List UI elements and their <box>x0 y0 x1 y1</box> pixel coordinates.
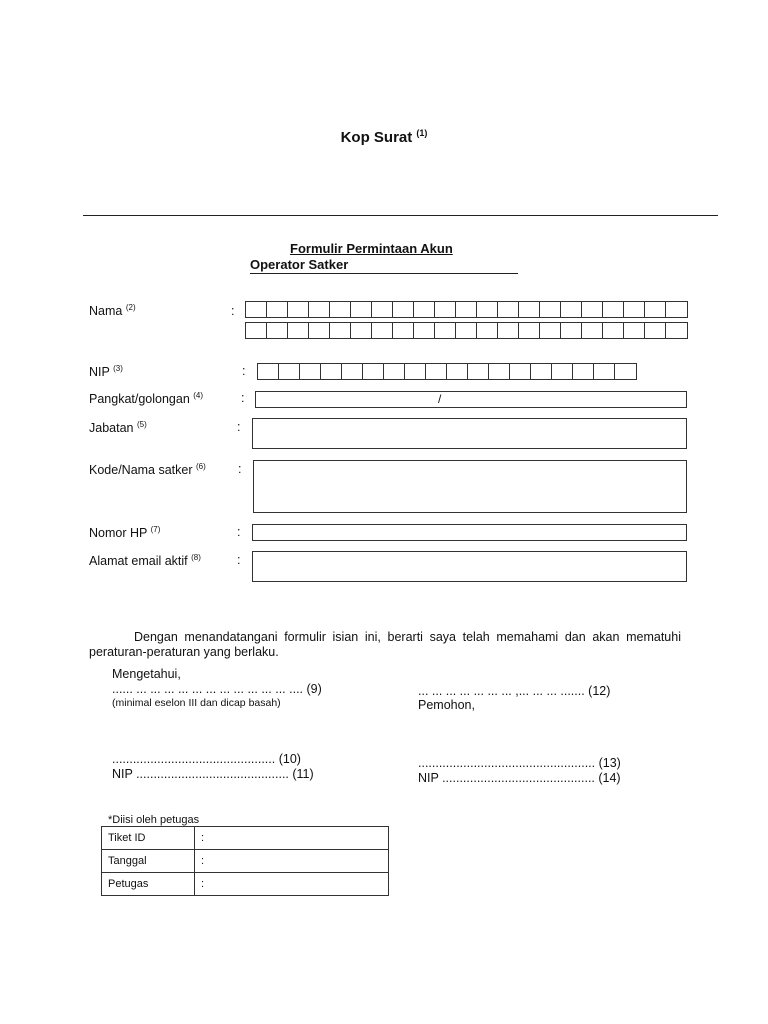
nama-label: Nama $^{(2)}$ <box>89 303 136 319</box>
char-box[interactable] <box>288 302 309 317</box>
jabatan-label: Jabatan $^{(5)}$ <box>89 420 147 436</box>
mengetahui-line: ...... ... ... ... ... ... ... ... ... ... ... ... .... (9) <box>112 682 322 696</box>
char-box[interactable] <box>624 302 645 317</box>
kop-surat-ref: (1) <box>416 128 428 138</box>
char-box[interactable] <box>498 323 519 338</box>
char-box[interactable] <box>330 323 351 338</box>
char-box[interactable] <box>456 323 477 338</box>
statement-paragraph: Dengan menandatangani formulir isian ini, berarti saya telah memahami dan akan mematuhi peraturan-peraturan yang berlaku. <box>89 630 681 659</box>
pangkat-separator: / <box>438 392 442 406</box>
char-box[interactable] <box>246 302 267 317</box>
pemohon-date-line: ... ... ... ... ... ... ... ,... ... ... ....... (12) <box>418 684 611 698</box>
char-box[interactable] <box>594 364 615 379</box>
char-box[interactable] <box>624 323 645 338</box>
char-box[interactable] <box>603 323 624 338</box>
officer-note: *Diisi oleh petugas <box>108 814 200 826</box>
nip-label: NIP $^{(3)}$ <box>89 364 123 380</box>
char-box[interactable] <box>489 364 510 379</box>
char-box[interactable] <box>561 323 582 338</box>
char-box[interactable] <box>363 364 384 379</box>
officer-table <box>101 826 389 896</box>
char-box[interactable] <box>267 323 288 338</box>
hp-colon: : <box>237 525 241 539</box>
char-box[interactable] <box>372 302 393 317</box>
char-box[interactable] <box>666 302 687 317</box>
char-box[interactable] <box>666 323 687 338</box>
char-box[interactable] <box>615 364 636 379</box>
char-box[interactable] <box>321 364 342 379</box>
mengetahui-note: (minimal eselon III dan dicap basah) <box>112 697 281 709</box>
char-box[interactable] <box>426 364 447 379</box>
char-box[interactable] <box>573 364 594 379</box>
char-box[interactable] <box>330 302 351 317</box>
pangkat-input[interactable] <box>255 391 687 408</box>
char-box[interactable] <box>519 302 540 317</box>
nip-colon: : <box>242 364 246 378</box>
pemohon-heading: Pemohon, <box>418 698 475 712</box>
petugas-label: Petugas <box>102 873 195 896</box>
char-box[interactable] <box>267 302 288 317</box>
email-colon: : <box>237 553 241 567</box>
table-row <box>102 827 389 850</box>
char-box[interactable] <box>279 364 300 379</box>
mengetahui-heading: Mengetahui, <box>112 667 181 681</box>
char-box[interactable] <box>309 302 330 317</box>
char-box[interactable] <box>300 364 321 379</box>
tanggal-label: Tanggal <box>102 850 195 873</box>
mengetahui-name-line: ............................................... (10) <box>112 752 301 766</box>
char-box[interactable] <box>414 302 435 317</box>
char-box[interactable] <box>309 323 330 338</box>
table-row <box>102 873 389 896</box>
table-row <box>102 850 389 873</box>
char-box[interactable] <box>498 302 519 317</box>
tanggal-value[interactable]: : <box>195 850 389 873</box>
hp-input[interactable] <box>252 524 687 541</box>
char-box[interactable] <box>384 364 405 379</box>
char-box[interactable] <box>510 364 531 379</box>
kop-surat-heading <box>0 128 768 146</box>
pemohon-nip-line: NIP ............................................ (14) <box>418 771 621 785</box>
char-box[interactable] <box>351 323 372 338</box>
satker-input[interactable] <box>253 460 687 513</box>
char-box[interactable] <box>477 323 498 338</box>
char-box[interactable] <box>540 302 561 317</box>
char-box[interactable] <box>552 364 573 379</box>
char-box[interactable] <box>477 302 498 317</box>
char-box[interactable] <box>372 323 393 338</box>
email-input[interactable] <box>252 551 687 582</box>
nip-grid[interactable] <box>257 363 637 380</box>
char-box[interactable] <box>258 364 279 379</box>
char-box[interactable] <box>351 302 372 317</box>
char-box[interactable] <box>393 323 414 338</box>
char-box[interactable] <box>582 302 603 317</box>
char-box[interactable] <box>456 302 477 317</box>
tiket-id-value[interactable]: : <box>195 827 389 850</box>
char-box[interactable] <box>288 323 309 338</box>
jabatan-input[interactable] <box>252 418 687 449</box>
char-box[interactable] <box>582 323 603 338</box>
form-title: Formulir Permintaan Akun <box>290 241 453 256</box>
char-box[interactable] <box>540 323 561 338</box>
char-box[interactable] <box>468 364 489 379</box>
char-box[interactable] <box>561 302 582 317</box>
char-box[interactable] <box>246 323 267 338</box>
jabatan-colon: : <box>237 420 241 434</box>
char-box[interactable] <box>435 302 456 317</box>
char-box[interactable] <box>447 364 468 379</box>
char-box[interactable] <box>519 323 540 338</box>
char-box[interactable] <box>603 302 624 317</box>
satker-label: Kode/Nama satker $^{(6)}$ <box>89 462 206 478</box>
hp-label: Nomor HP $^{(7)}$ <box>89 525 161 541</box>
char-box[interactable] <box>645 302 666 317</box>
tiket-id-label: Tiket ID <box>102 827 195 850</box>
nama-grid-row2[interactable] <box>245 322 688 339</box>
char-box[interactable] <box>435 323 456 338</box>
satker-colon: : <box>238 462 242 476</box>
nama-colon: : <box>231 304 235 318</box>
pemohon-name-line: ................................................... (13) <box>418 756 621 770</box>
nama-grid-row1[interactable] <box>245 301 688 318</box>
form-subtitle: Operator Satker <box>250 257 518 274</box>
mengetahui-nip-line: NIP ............................................ (11) <box>112 767 314 781</box>
char-box[interactable] <box>393 302 414 317</box>
pangkat-label: Pangkat/golongan $^{(4)}$ <box>89 391 204 407</box>
char-box[interactable] <box>405 364 426 379</box>
kop-surat-label: Kop Surat <box>340 129 413 146</box>
petugas-value[interactable]: : <box>195 873 389 896</box>
header-divider <box>83 215 718 216</box>
email-label: Alamat email aktif $^{(8)}$ <box>89 553 201 569</box>
char-box[interactable] <box>531 364 552 379</box>
char-box[interactable] <box>342 364 363 379</box>
char-box[interactable] <box>645 323 666 338</box>
char-box[interactable] <box>414 323 435 338</box>
pangkat-colon: : <box>241 391 245 405</box>
